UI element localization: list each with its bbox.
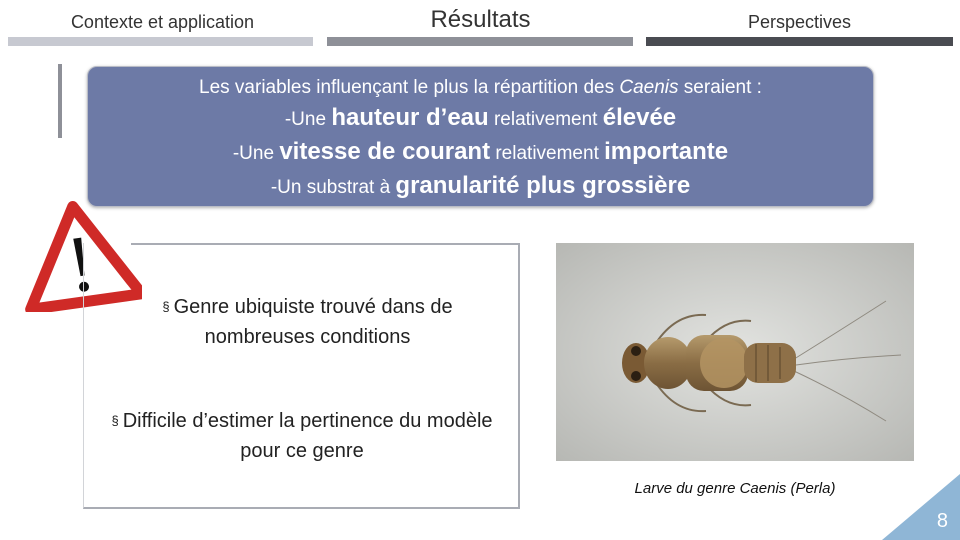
photo-caption: Larve du genre Caenis (Perla)	[634, 480, 836, 497]
banner-line-2: -Une hauteur d’eau relativement élevée	[284, 104, 677, 131]
banner-line-3: -Une vitesse de courant relativement importante	[232, 138, 729, 165]
nav-bar-resultats	[327, 37, 633, 46]
caenis-larva-photo	[556, 243, 914, 461]
info-box	[83, 243, 520, 509]
banner-line-1: Les variables influençant le plus la répartition des Caenis seraient :	[199, 77, 762, 98]
summary-banner	[87, 66, 874, 207]
info-box-top-border	[131, 243, 520, 245]
banner-line-4: -Un substrat à granularité plus grossière	[270, 172, 691, 199]
bullet-marker: §	[162, 299, 170, 314]
corner-triangle	[882, 474, 960, 540]
bullet-item-ubiquiste: § Genre ubiquiste trouvé dans de nombreuses conditions	[162, 296, 453, 348]
nav-bar-perspectives	[646, 37, 953, 46]
nav-section-perspectives[interactable]: Perspectives	[747, 12, 852, 32]
page-number: 8	[936, 510, 948, 532]
nav-bar-contexte	[8, 37, 313, 46]
nav-section-resultats[interactable]: Résultats	[430, 6, 531, 33]
bullet-item-pertinence: § Difficile d’estimer la pertinence du modèle pour ce genre	[111, 410, 493, 462]
bullet-marker: §	[111, 413, 119, 428]
nav-section-contexte[interactable]: Contexte et application	[70, 12, 255, 32]
side-accent-mark	[58, 64, 62, 138]
